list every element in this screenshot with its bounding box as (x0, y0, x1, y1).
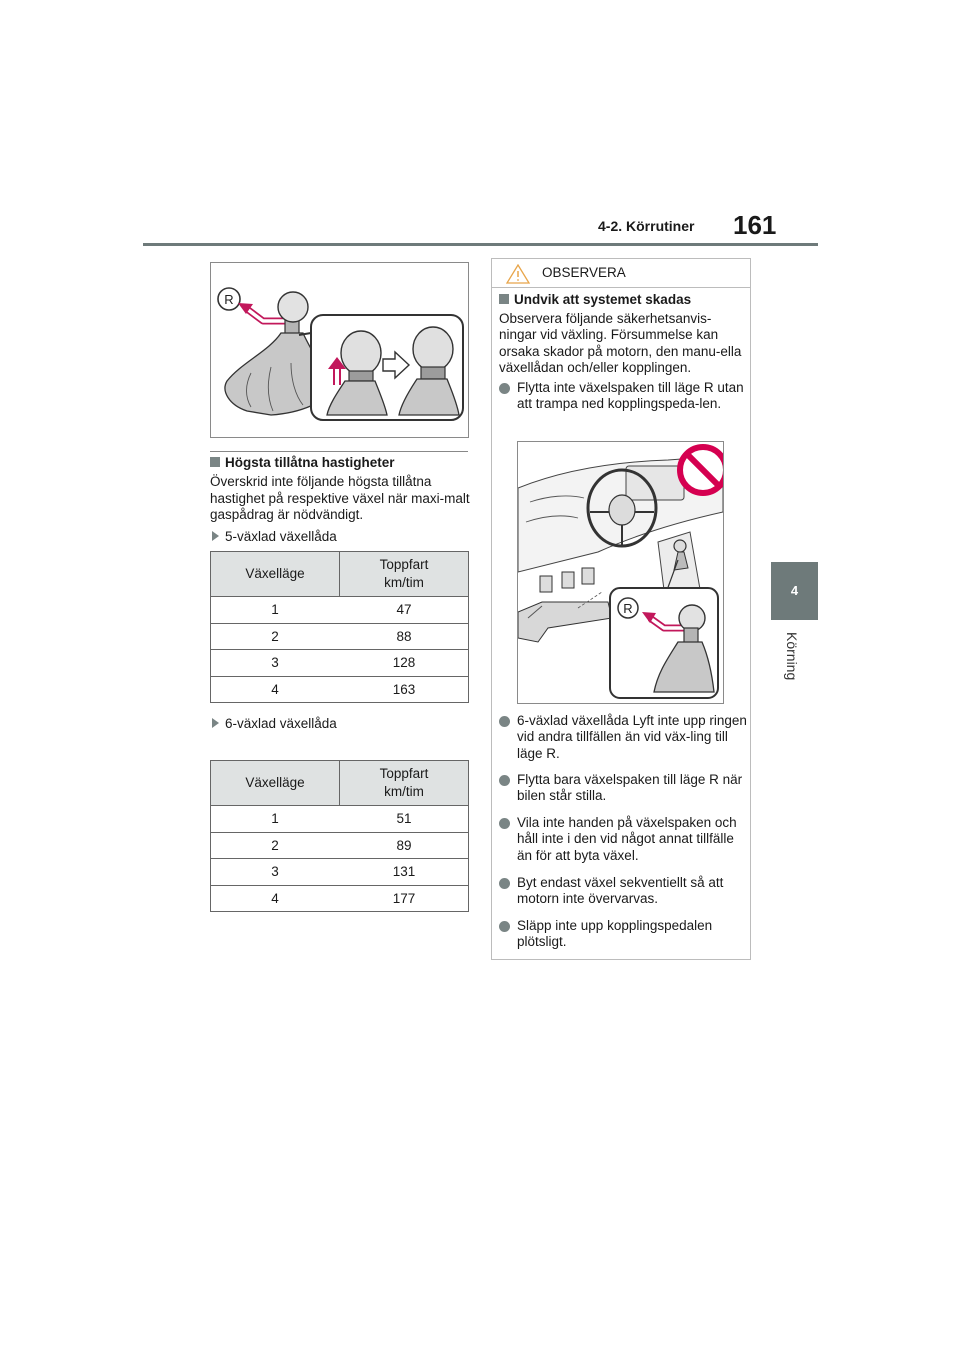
chapter-label: Körning (784, 632, 800, 681)
list-item: Flytta inte växelspaken till läge R utan att trampa ned kopplingspeda-len. (499, 380, 749, 413)
reverse-badge-letter: R (623, 601, 633, 616)
notice-intro: Observera följande säkerhetsanvis-ningar vid växling. Försummelse kan orsaka skador på motorn, den manu-ella växellådan och/eller kopplingen. (499, 311, 742, 375)
car-interior-illustration (517, 441, 724, 704)
circle-bullet-icon (499, 878, 510, 889)
notice-box (491, 258, 751, 960)
square-bullet-icon (210, 457, 220, 467)
circle-bullet-icon (499, 921, 510, 932)
list-item: Byt endast växel sekventiellt så att motorn inte övervarvas. (499, 875, 749, 908)
circle-bullet-icon (499, 383, 510, 394)
list-item: Vila inte handen på växelspaken och håll inte i den vid något annat tillfälle än för att byta växel. (499, 815, 749, 864)
section-title: 4-2. Körrutiner (598, 218, 695, 234)
table-row: 4 177 (211, 885, 469, 912)
notice-header (492, 259, 750, 288)
intro-paragraph: Överskrid inte följande högsta tillåtna hastighet på respektive växel när maxi-malt gaspådrag är nödvändigt. (210, 474, 470, 522)
header-rule (143, 243, 818, 246)
notice-subtitle: Undvik att systemet skadas (499, 292, 691, 307)
col-speed-header: Toppfart km/tim (340, 761, 469, 806)
reverse-badge-letter: R (224, 292, 234, 307)
list-item: Flytta bara växelspaken till läge R när bilen står stilla. (499, 772, 749, 805)
table-row: 2 88 (211, 623, 469, 650)
triangle-bullet-icon (212, 531, 219, 541)
col-gear-header: Växelläge (211, 552, 340, 597)
circle-bullet-icon (499, 716, 510, 727)
list-item: Släpp inte upp kopplingspedalen plötsligt. (499, 918, 749, 951)
list-item: 6-växlad växellåda Lyft inte upp ringen vid andra tillfällen än vid väx-ling till läge R. (499, 713, 749, 762)
circle-bullet-icon (499, 818, 510, 829)
table-row: 3 131 (211, 859, 469, 886)
speed-table-6 (210, 760, 469, 912)
table-row: 1 51 (211, 806, 469, 833)
table-row: 1 47 (211, 597, 469, 624)
table-row: 2 89 (211, 832, 469, 859)
section-heading: Högsta tillåtna hastigheter (210, 455, 395, 470)
triangle-bullet-icon (212, 718, 219, 728)
speed-table-5 (210, 551, 469, 703)
notice-title: OBSERVERA (542, 265, 626, 280)
gear-shift-illustration (210, 262, 469, 438)
gearbox6-label: 6-växlad växellåda (210, 716, 337, 731)
col-gear-header: Växelläge (211, 761, 340, 806)
table-row: 4 163 (211, 676, 469, 703)
square-bullet-icon (499, 294, 509, 304)
gearbox5-label: 5-växlad växellåda (210, 529, 337, 544)
table-row: 3 128 (211, 650, 469, 677)
circle-bullet-icon (499, 775, 510, 786)
warning-triangle-icon (506, 264, 530, 284)
chapter-tab[interactable]: 4 (771, 562, 818, 620)
page-number: 161 (733, 210, 777, 240)
section-divider (210, 451, 468, 452)
col-speed-header: Toppfart km/tim (340, 552, 469, 597)
